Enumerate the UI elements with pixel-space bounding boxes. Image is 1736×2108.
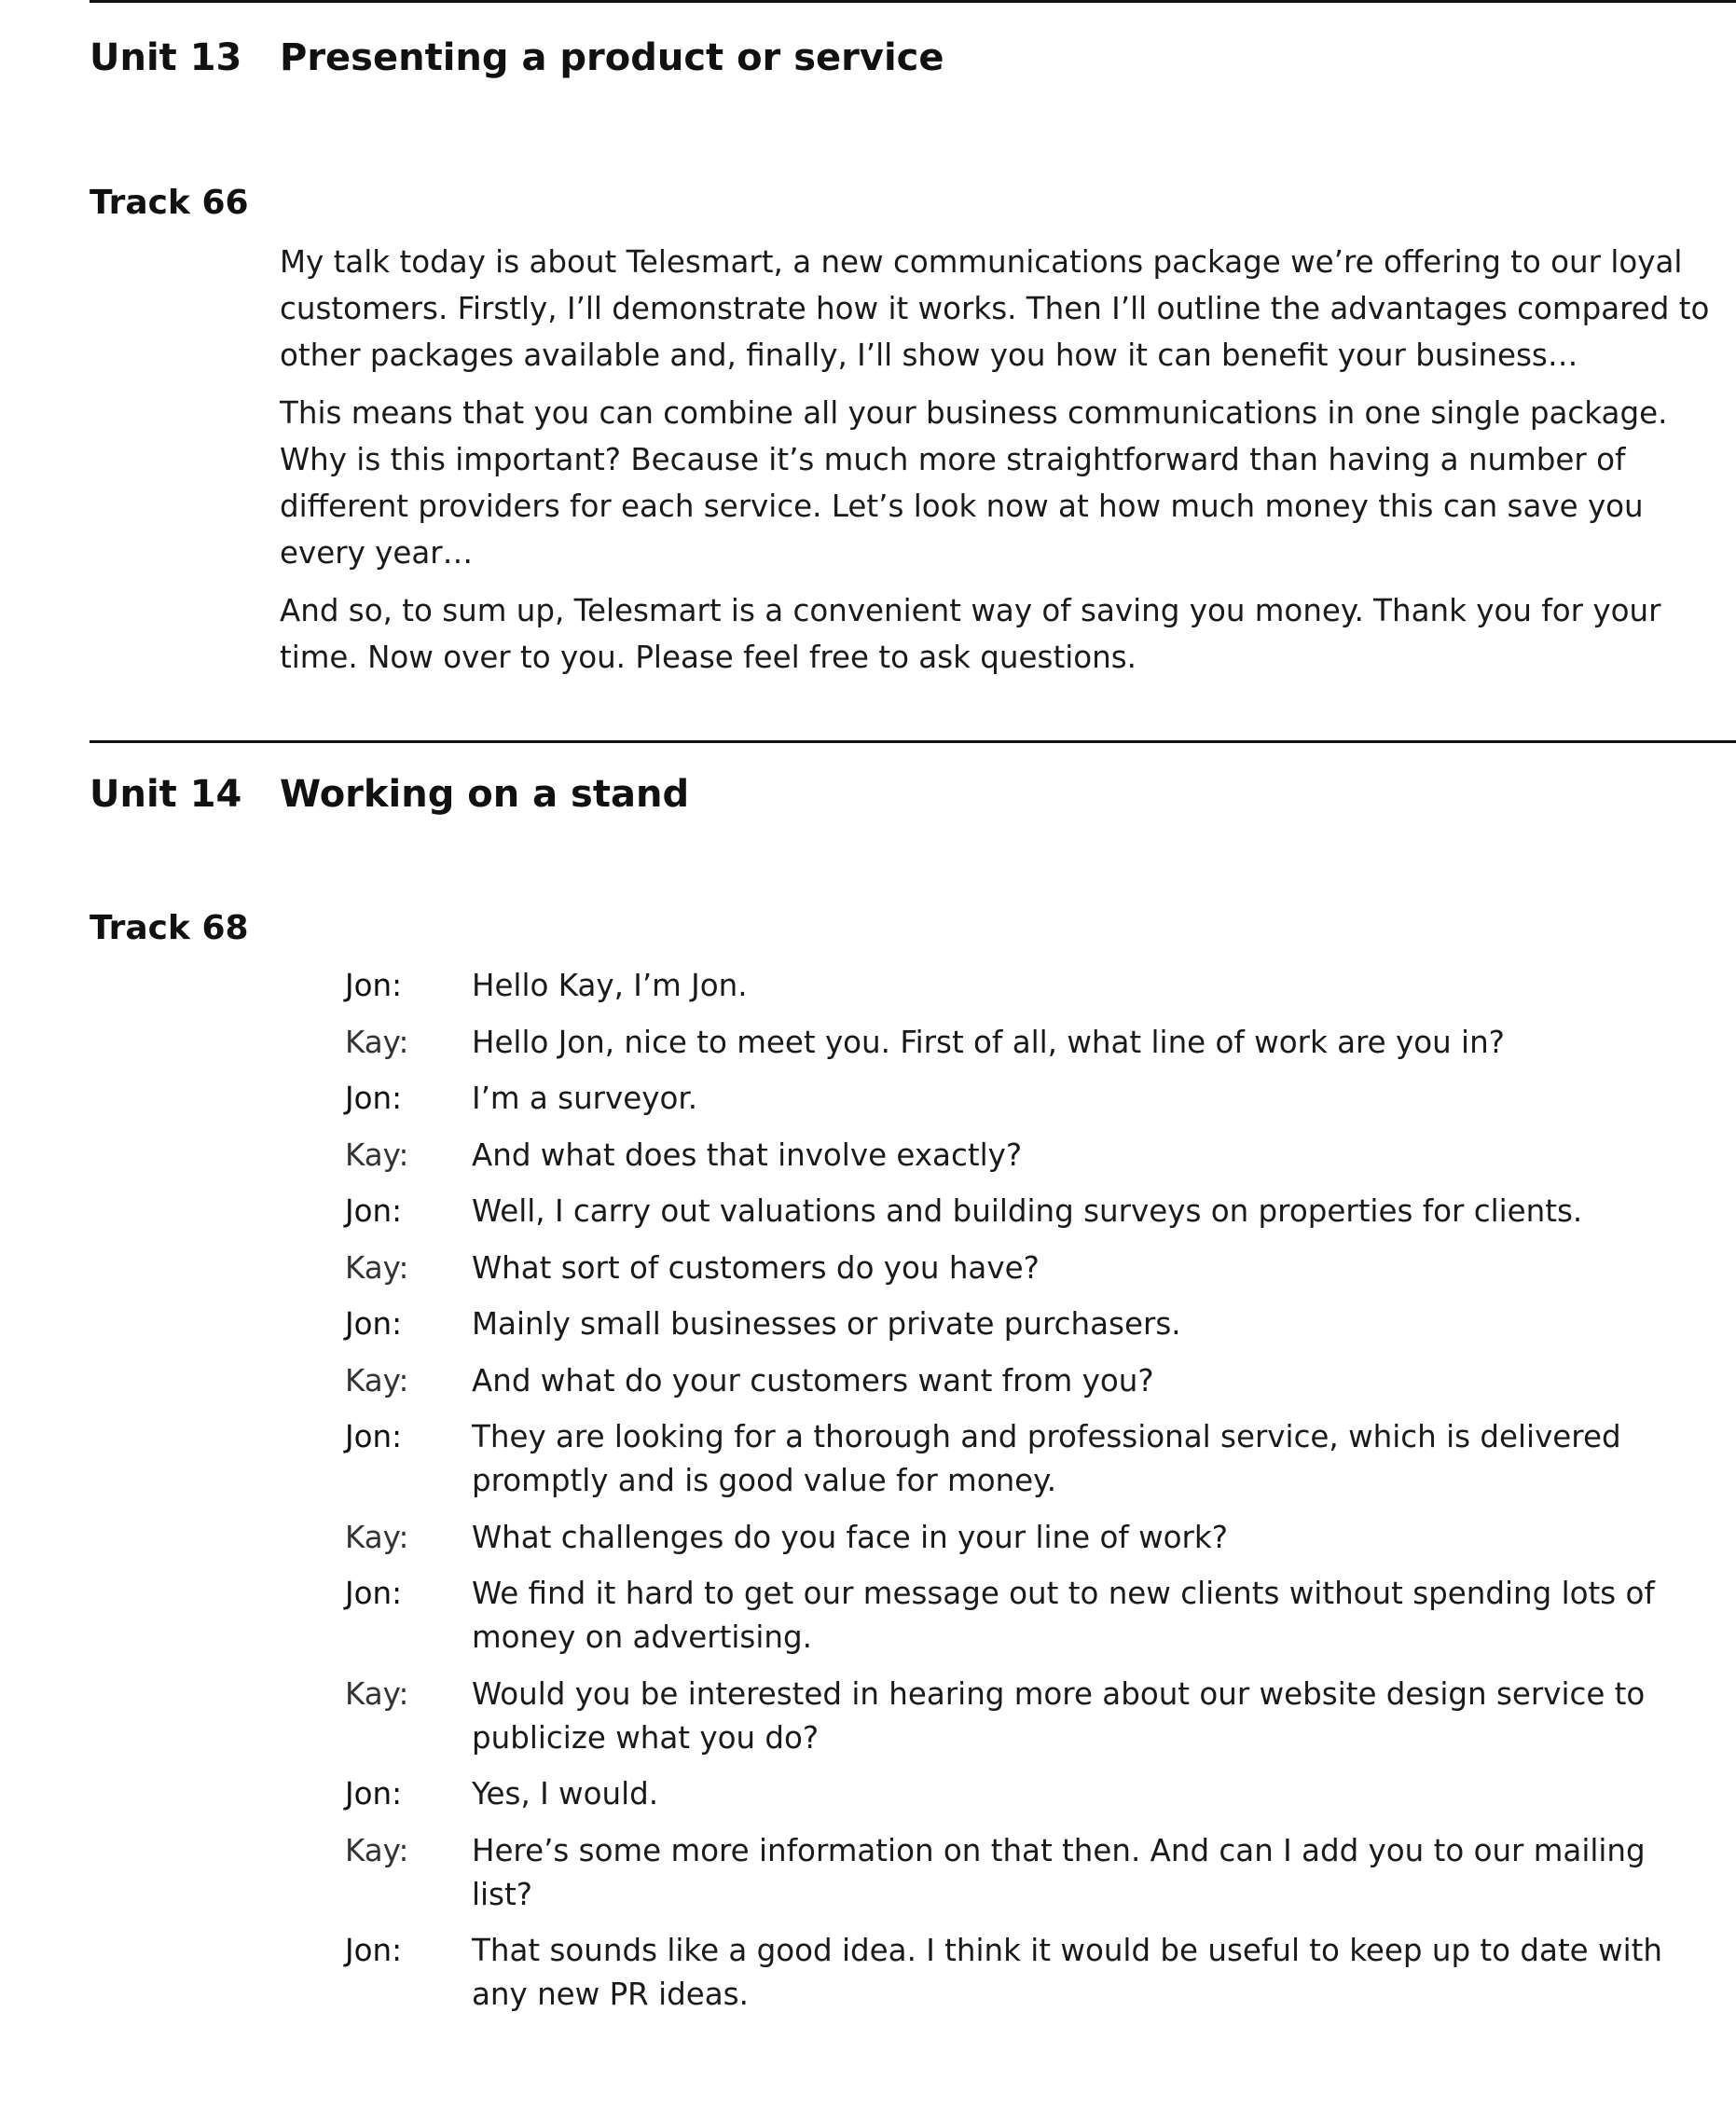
speaker-label: Jon: — [345, 968, 403, 1003]
dialogue-line: Well, I carry out valuations and building surveys on properties for clients. — [472, 1193, 1583, 1229]
speaker-label: Jon: — [345, 1306, 403, 1342]
speaker-label: Kay: — [345, 1362, 409, 1398]
dialogue-turn — [345, 1572, 1725, 1660]
dialogue-turn — [345, 1673, 1725, 1760]
speaker-label: Kay: — [345, 1519, 409, 1555]
dialogue-line: I’m a surveyor. — [472, 1081, 698, 1116]
unit14-title: Working on a stand — [280, 773, 690, 816]
unit14-dialogue — [345, 964, 1725, 2030]
dialogue-line: Mainly small businesses or private purchasers. — [472, 1306, 1181, 1342]
transcript-paragraph: This means that you can combine all your business communications in one single package. Why is this important? Because it’s much more straightforward than having a number of different providers for each service. Let’s look now at how much money this can save you every year… — [280, 395, 1668, 571]
unit14-number: Unit 14 — [90, 773, 242, 816]
dialogue-turn — [345, 1077, 1725, 1121]
dialogue-turn — [345, 1190, 1725, 1233]
speaker-label: Kay: — [345, 1249, 409, 1286]
speaker-label: Jon: — [345, 1419, 403, 1454]
speaker-label: Kay: — [345, 1675, 409, 1712]
dialogue-turn — [345, 964, 1725, 1008]
dialogue-turn — [345, 1772, 1725, 1816]
dialogue-turn — [345, 1247, 1725, 1290]
transcript-paragraph: My talk today is about Telesmart, a new communications package we’re offering to our loyal customers. Firstly, I’ll demonstrate how it works. Then I’ll outline the advantages compared to other packages available and, finally, I’ll show you how it can benefit your business… — [280, 244, 1710, 373]
dialogue-turn — [345, 1415, 1725, 1503]
speaker-label: Kay: — [345, 1832, 409, 1868]
dialogue-turn — [345, 1302, 1725, 1346]
unit14-track-label: Track 68 — [90, 909, 249, 947]
dialogue-turn — [345, 1021, 1725, 1065]
dialogue-line: We find it hard to get our message out to new clients without spending lots of money on advertising. — [472, 1576, 1655, 1655]
unit13-heading — [90, 36, 944, 79]
speaker-label: Jon: — [345, 1081, 403, 1116]
speaker-label: Jon: — [345, 1933, 403, 1968]
speaker-label: Jon: — [345, 1193, 403, 1229]
dialogue-line: Would you be interested in hearing more about our website design service to publicize what you do? — [472, 1675, 1646, 1756]
speaker-label: Kay: — [345, 1024, 409, 1060]
top-rule — [90, 0, 1736, 3]
unit13-number: Unit 13 — [90, 36, 242, 79]
dialogue-turn — [345, 1134, 1725, 1178]
dialogue-line: Hello Kay, I’m Jon. — [472, 968, 748, 1003]
unit13-track-label: Track 66 — [90, 184, 249, 222]
transcript-paragraph: And so, to sum up, Telesmart is a convenient way of saving you money. Thank you for your time. Now over to you. Please feel free to ask questions. — [280, 593, 1661, 675]
dialogue-turn — [345, 1829, 1725, 1917]
dialogue-line: And what do your customers want from you? — [472, 1362, 1154, 1398]
dialogue-line: They are looking for a thorough and professional service, which is delivered promptly and is good value for money. — [472, 1419, 1621, 1498]
dialogue-line: Hello Jon, nice to meet you. First of all, what line of work are you in? — [472, 1024, 1505, 1060]
dialogue-line: That sounds like a good idea. I think it would be useful to keep up to date with any new PR ideas. — [472, 1933, 1662, 2012]
speaker-label: Kay: — [345, 1137, 409, 1173]
unit13-transcript — [280, 239, 1715, 692]
dialogue-line: Yes, I would. — [472, 1776, 659, 1812]
unit14-heading — [90, 773, 690, 816]
speaker-label: Jon: — [345, 1776, 403, 1812]
dialogue-line: What sort of customers do you have? — [472, 1249, 1040, 1286]
section-divider — [90, 740, 1736, 743]
dialogue-turn — [345, 1929, 1725, 2017]
unit13-title: Presenting a product or service — [280, 36, 944, 79]
dialogue-line: Here’s some more information on that then. And can I add you to our mailing list? — [472, 1832, 1646, 1912]
dialogue-line: What challenges do you face in your line of work? — [472, 1519, 1228, 1555]
dialogue-turn — [345, 1516, 1725, 1560]
dialogue-turn — [345, 1359, 1725, 1403]
dialogue-line: And what does that involve exactly? — [472, 1137, 1023, 1173]
speaker-label: Jon: — [345, 1576, 403, 1611]
